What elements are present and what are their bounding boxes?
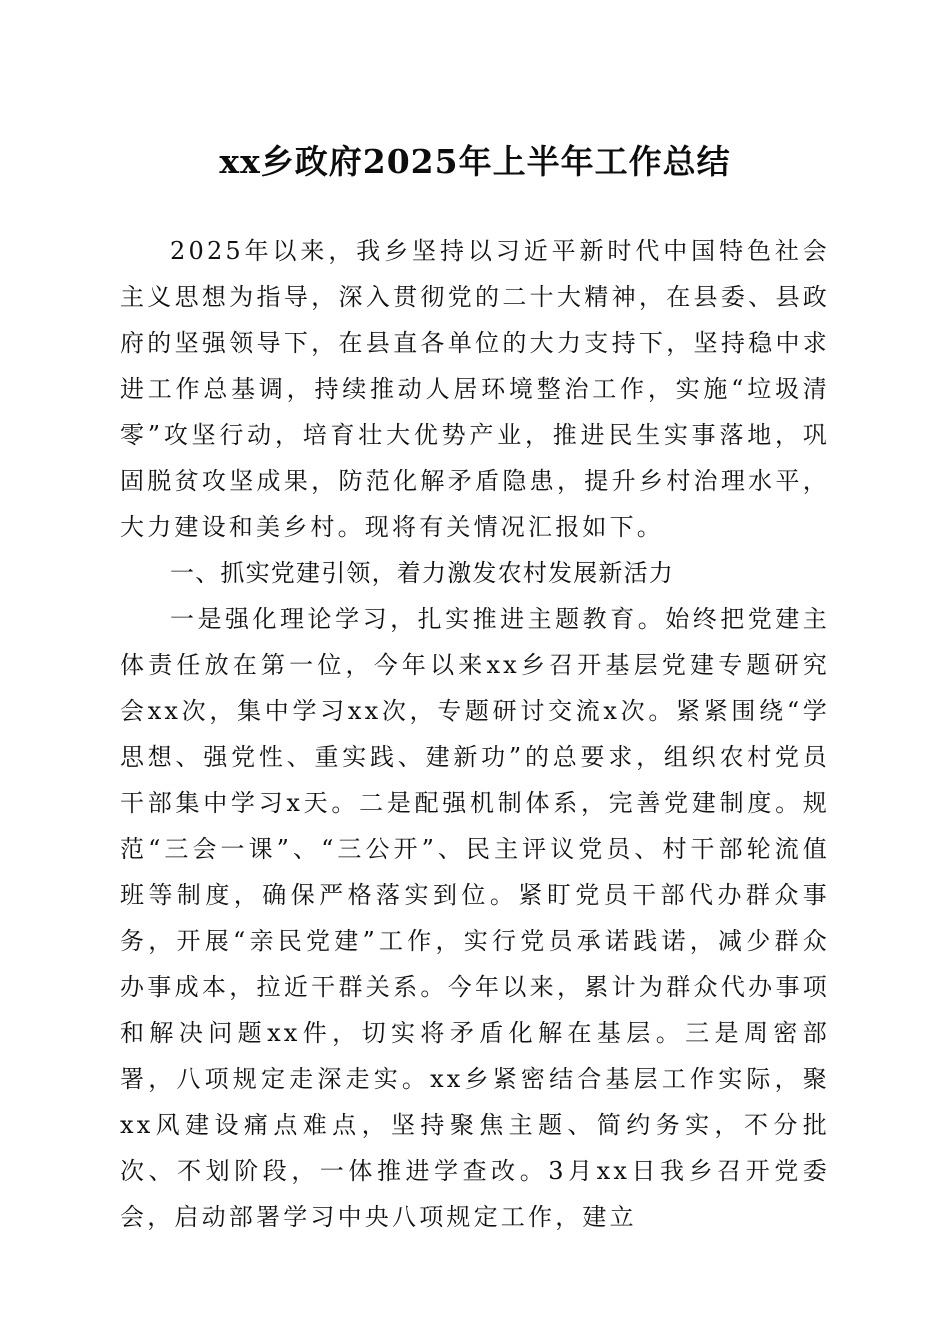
document-body <box>120 228 830 1240</box>
section-heading: 一、抓实党建引领，着力激发农村发展新活力 <box>170 559 674 587</box>
document-title: xx乡政府2025年上半年工作总结 <box>219 142 731 181</box>
section-paragraph: 一是强化理论学习，扎实推进主题教育。始终把党建主体责任放在第一位，今年以来xx乡召开基层党建专题研究会xx次，集中学习xx次，专题研讨交流x次。紧紧围绕“学思想、强党性、重实践、建新功”的总要求，组织农村党员干部集中学习x天。二是配强机制体系，完善党建制度。规范“三会一课”、“三公开”、民主评议党员、村干部轮流值班等制度，确保严格落实到位。紧盯党员干部代办群众事务，开展“亲民党建”工作，实行党员承诺践诺，减少群众办事成本，拉近干群关系。今年以来，累计为群众代办事项和解决问题xx件，切实将矛盾化解在基层。三是周密部署，八项规定走深走实。xx乡紧密结合基层工作实际，聚xx风建设痛点难点，坚持聚焦主题、简约务实，不分批次、不划阶段，一体推进学查改。3月xx日我乡召开党委会，启动部署学习中央八项规定工作，建立 <box>120 605 830 1231</box>
intro-paragraph: 2025年以来，我乡坚持以习近平新时代中国特色社会主义思想为指导，深入贯彻党的二十大精神，在县委、县政府的坚强领导下，在县直各单位的大力支持下，坚持稳中求进工作总基调，持续推动人居环境整治工作，实施“垃圾清零”攻坚行动，培育壮大优势产业，推进民生实事落地，巩固脱贫攻坚成果，防范化解矛盾隐患，提升乡村治理水平，大力建设和美乡村。现将有关情况汇报如下。 <box>120 237 830 541</box>
